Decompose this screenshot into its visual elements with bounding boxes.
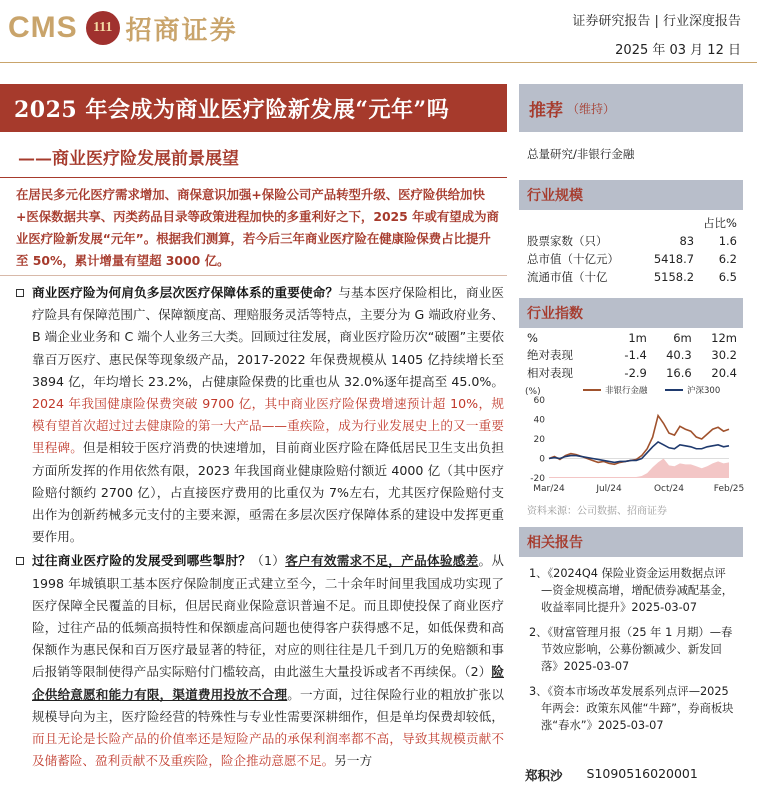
summary-paragraph: 在居民多元化医疗需求增加、商保意识加强+保险公司产品转型升级、医疗险供给加快+医保数据共享、丙类药品目录等政策进程加快的多重利好之下，2025 年或有望成为商业医疗险新发展“元年”。根据我们测算，若今后三年商业医疗险在健康险保费占比提升至 50%，累计增量有望超 3000 亿。 <box>16 187 499 268</box>
header-meta <box>572 10 741 58</box>
table-row <box>527 364 737 382</box>
page-header <box>0 0 757 62</box>
paragraph-highlight: 2024 年我国健康险保费突破 9700 亿，其中商业医疗险保费增速预计超 10%，规模有望首次超过过去健康险的第一大产品——重疾险，成为行业发展史上的又一重要里程碑。 <box>32 396 504 456</box>
row-value: 16.6 <box>666 366 692 380</box>
scale-table <box>527 214 737 286</box>
row-value: 30.2 <box>711 348 737 362</box>
paragraph-text: 但是相较于医疗消费的快速增加，目前商业医疗险在降低居民卫生支出负担方面所发挥的作用依然有限，2023 年我国商业健康险赔付额近 4000 亿（其中医疗险赔付额约 2700 亿），占直接医疗费用的比重仅为 7%左右，尤其医疗保险赔付支出作为创新药械多元支付的主要来源，亟需在多层次医疗保障体系的建设中发挥更重要作用。 <box>32 440 505 545</box>
x-tick-label: Feb/25 <box>713 484 745 494</box>
row-value: 40.3 <box>666 348 692 362</box>
related-report-link[interactable]: 1、《2024Q4 保险业资金运用数据点评—资金规模高增，增配债券减配基金，收益率同比提升》2025-03-07 <box>529 567 734 614</box>
index-chart-svg <box>523 382 745 498</box>
section-header-related: 相关报告 <box>519 527 743 557</box>
row-label: 流通市值（十亿 <box>527 270 608 284</box>
report-subtitle: ——商业医疗险发展前景展望 <box>18 149 239 169</box>
logo-badge-icon: 111 <box>86 11 120 45</box>
row-pct: 6.2 <box>718 252 737 266</box>
col-header: 6m <box>673 331 692 345</box>
sidebar <box>519 84 743 742</box>
series-line-0 <box>549 416 729 465</box>
paragraph-text: 。从 1998 年城镇职工基本医疗保险制度正式建立至今，二十余年时间里我国成功实现了医疗保障全民覆盖的目标，但居民商业保险意识普遍不足。而且即使投保了商业医疗险，过往产品的低频高损特性和保额虚高问题也使得客户获得感不足，如低保费和高保额作为惠民保和百万医疗最显著的特征，对应的则往往是几千到几万的免赔额和事后报销等限制使得产品实际赔付门槛较高，由此滋生大量投诉或者不再续保。 <box>32 553 505 680</box>
index-table <box>527 330 737 382</box>
pct-header: 占比% <box>703 216 737 230</box>
table-row <box>527 214 737 232</box>
logo-cms-text: CMS <box>8 11 78 44</box>
chart-source: 资料来源：公司数据、招商证券 <box>527 506 667 517</box>
body-paragraph-2 <box>16 550 504 772</box>
related-reports-list <box>519 557 743 734</box>
series-line-1 <box>549 442 729 462</box>
row-label: 总市值（十亿元） <box>527 252 619 266</box>
paragraph-lead: 商业医疗险为何肩负多层次医疗保障体系的重要使命？ <box>32 285 339 300</box>
col-header: % <box>527 331 538 345</box>
paragraph-text: 另一方 <box>334 753 373 769</box>
paragraph-text: 与基本医疗保险相比，商业医疗险具有保障范围广、保障额度高、理赔服务灵活等特点，主要分为 G 端政府业务、B 端企业业务和 C 端个人业务三大类。回顾过往发展，商业医疗险历次“破圈”主要依靠百万医疗、惠民保等现象级产品，2017-2022 年保费规模从 1405 亿持续增长至 3894 亿，年均增长 23.2%，占健康险保费的比重也从 32.0%逐年提高至 45.0%。 <box>32 285 505 389</box>
row-value: 5158.2 <box>653 270 695 284</box>
analyst-info <box>525 766 698 784</box>
legend-label: 沪深300 <box>687 386 721 396</box>
bullet-square-icon <box>16 557 24 565</box>
subtitle-divider <box>0 177 507 178</box>
rating-box <box>519 84 743 132</box>
row-label: 绝对表现 <box>527 348 573 362</box>
x-tick-label: Oct/24 <box>653 484 685 494</box>
table-row <box>527 268 737 286</box>
report-date: 2025 年 03 月 12 日 <box>615 43 741 58</box>
paragraph-text: （1） <box>251 553 286 569</box>
analyst-id: S1090516020001 <box>586 766 698 781</box>
x-tick-label: Jul/24 <box>596 484 622 494</box>
section-header-index: 行业指数 <box>519 298 743 328</box>
table-row <box>527 330 737 346</box>
table-row <box>527 250 737 268</box>
report-title: 2025 年会成为商业医疗险新发展“元年”吗 <box>0 84 507 132</box>
bullet-square-icon <box>16 289 24 297</box>
report-type: 证券研究报告 | 行业深度报告 <box>572 14 741 29</box>
paragraph-highlight: 而且无论是长险产品的价值率还是短险产品的承保利润率都不高，导致其规模贡献不及储蓄险、盈利贡献不及重疾险，险企推动意愿不足。 <box>32 731 504 769</box>
logo-cn-text: 招商证券 <box>125 15 238 46</box>
paragraph-underlined: 客户有效需求不足，产品体验感差 <box>285 553 479 569</box>
rating-sub: （维持） <box>567 101 616 116</box>
legend-label: 非银行金融 <box>605 386 648 396</box>
section-header-scale: 行业规模 <box>519 180 743 210</box>
analyst-name: 郑积沙 <box>525 768 563 783</box>
related-report-link[interactable]: 3、《资本市场改革发展系列点评—2025 年两会：政策东风催“牛蹄”，券商板块涨“春水”》2025-03-07 <box>529 685 734 732</box>
y-tick-label: 20 <box>533 435 545 445</box>
paragraph-underlined: 险企供给意愿和能力有限，渠道费用投放不合理 <box>32 664 504 702</box>
row-pct: 6.5 <box>718 270 737 284</box>
table-row <box>527 232 737 250</box>
cms-logo <box>8 8 238 48</box>
y-tick-label: 0 <box>539 454 545 465</box>
y-tick-label: 40 <box>533 415 545 426</box>
paragraph-text: （2） <box>464 664 492 680</box>
col-header: 1m <box>628 331 647 345</box>
row-value: 83 <box>679 234 695 248</box>
index-chart <box>523 382 745 498</box>
report-body <box>16 282 504 774</box>
row-value: 5418.7 <box>653 252 695 266</box>
rating-label: 推荐 <box>529 100 563 121</box>
header-divider <box>0 62 757 63</box>
col-header: 12m <box>711 331 737 345</box>
paragraph-lead: 过往商业医疗险的发展受到哪些掣肘？ <box>32 553 252 569</box>
excess-return-area <box>549 459 729 479</box>
row-pct: 1.6 <box>718 234 737 248</box>
body-paragraph-1 <box>16 282 504 548</box>
y-tick-label: -20 <box>530 474 545 484</box>
row-label: 相对表现 <box>527 366 573 380</box>
summary-divider <box>0 275 507 276</box>
row-value: 20.4 <box>711 366 737 380</box>
row-label: 股票家数（只） <box>527 234 608 248</box>
paragraph-text: 。一方面，过往保险行业的粗放扩张以规模导向为主，医疗险经营的特殊性与专业性需要深耕细作，但是单均保费却较低， <box>32 686 505 724</box>
x-tick-label: Mar/24 <box>533 484 565 494</box>
table-row <box>527 346 737 364</box>
sector-label: 总量研究/非银行金融 <box>527 147 635 161</box>
row-value: -1.4 <box>624 348 647 362</box>
row-value: -2.9 <box>624 366 647 380</box>
related-report-link[interactable]: 2、《财富管理月报（25 年 1 月期）—春节效应影响，公募份额减少、新发回落》2025-03-07 <box>529 626 733 673</box>
y-tick-label: 60 <box>533 396 545 406</box>
y-unit-label: (%) <box>525 387 541 397</box>
